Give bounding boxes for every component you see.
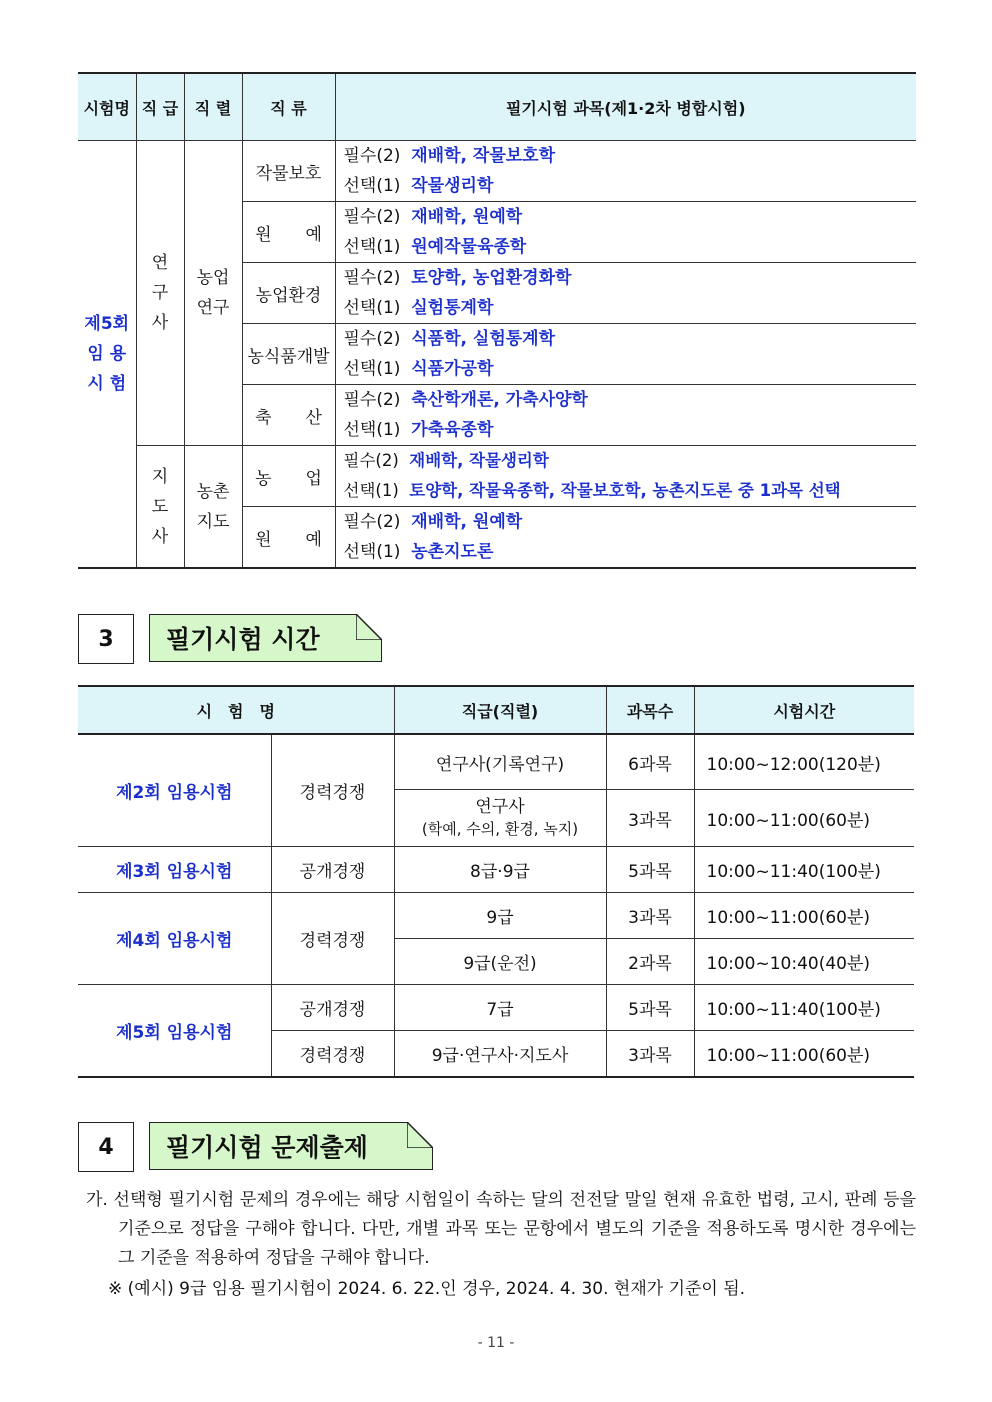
grade-cell: 9급: [394, 893, 606, 939]
col-header-subjects: 필기시험 과목(제1·2차 병합시험): [335, 73, 916, 141]
col-header-exam-name: 시 험 명: [78, 686, 394, 734]
written-subjects-table: [78, 72, 916, 569]
grade-cell: 7급: [394, 985, 606, 1031]
count-cell: 6과목: [606, 734, 694, 790]
subjects-cell: 필수(2) 재배학, 원예학 선택(1) 농촌지도론: [335, 507, 916, 569]
method-cell: 공개경쟁: [271, 847, 394, 893]
page-number: - 11 -: [477, 1335, 515, 1351]
type-cell: 작물보호: [242, 141, 335, 202]
count-cell: 2과목: [606, 939, 694, 985]
example-note: ※ (예시) 9급 임용 필기시험이 2024. 6. 22.인 경우, 2024. 4. 30. 현재가 기준이 됨.: [108, 1279, 746, 1299]
grade-cell: 연구사(기록연구): [394, 734, 606, 790]
series-research-cell: 농업 연구: [184, 141, 242, 446]
count-cell: 3과목: [606, 790, 694, 847]
subjects-cell: 필수(2) 재배학, 원예학 선택(1) 원예작물육종학: [335, 202, 916, 263]
grade-cell: 연구사 (학예, 수의, 환경, 녹지): [394, 790, 606, 847]
count-cell: 5과목: [606, 847, 694, 893]
method-cell: 경력경쟁: [271, 734, 394, 847]
time-cell: 10:00~11:40(100분): [694, 847, 914, 893]
exam-name-cell: 제5회 임 용 시 험: [84, 314, 130, 394]
subjects-cell: 필수(2) 토양학, 농업환경화학 선택(1) 실험통계학: [335, 263, 916, 324]
page-fold-icon: [407, 1122, 433, 1148]
col-header-grade: 직 급: [136, 73, 184, 141]
section-title: 필기시험 문제출제: [149, 1122, 433, 1170]
type-cell: 농 업: [242, 446, 335, 507]
section-title: 필기시험 시간: [149, 614, 382, 662]
col-header-exam: 시험명: [78, 73, 136, 141]
grade-guide-cell: 지 도 사: [136, 446, 184, 569]
count-cell: 5과목: [606, 985, 694, 1031]
time-cell: 10:00~10:40(40분): [694, 939, 914, 985]
type-cell: 축 산: [242, 385, 335, 446]
col-header-count: 과목수: [606, 686, 694, 734]
time-cell: 10:00~12:00(120분): [694, 734, 914, 790]
section-body: [86, 1186, 916, 1304]
exam-name-cell: 제4회 임용시험: [78, 893, 271, 985]
grade-cell: 8급·9급: [394, 847, 606, 893]
time-cell: 10:00~11:00(60분): [694, 893, 914, 939]
col-header-grade: 직급(직렬): [394, 686, 606, 734]
grade-research-cell: 연 구 사: [136, 141, 184, 446]
exam-time-table: [78, 685, 914, 1078]
method-cell: 경력경쟁: [271, 893, 394, 985]
method-cell: 경력경쟁: [271, 1031, 394, 1078]
method-cell: 공개경쟁: [271, 985, 394, 1031]
grade-cell: 9급·연구사·지도사: [394, 1031, 606, 1078]
exam-name-cell: 제5회 임용시험: [78, 985, 271, 1078]
time-cell: 10:00~11:40(100분): [694, 985, 914, 1031]
subjects-cell: 필수(2) 재배학, 작물생리학 선택(1) 토양학, 작물육종학, 작물보호학, 농촌지도론 중 1과목 선택: [335, 446, 916, 507]
instruction-paragraph: 가. 선택형 필기시험 문제의 경우에는 해당 시험일이 속하는 달의 전전달 말일 현재 유효한 법령, 고시, 판례 등을 기준으로 정답을 구해야 합니다. 다만, 개별 과목 또는 문항에서 별도의 기준을 적용하도록 명시한 경우에는 그 기준을 적용하여 정답을 구해야 합니다.: [86, 1190, 916, 1268]
exam-name-cell: 제2회 임용시험: [78, 734, 271, 847]
count-cell: 3과목: [606, 893, 694, 939]
exam-name-cell: 제3회 임용시험: [78, 847, 271, 893]
page-fold-icon: [356, 614, 382, 640]
col-header-series: 직 렬: [184, 73, 242, 141]
type-cell: 원 예: [242, 507, 335, 569]
series-guide-cell: 농촌 지도: [184, 446, 242, 569]
subjects-cell: 필수(2) 축산학개론, 가축사양학 선택(1) 가축육종학: [335, 385, 916, 446]
section-number: 4: [78, 1122, 134, 1172]
time-cell: 10:00~11:00(60분): [694, 1031, 914, 1078]
section-number: 3: [78, 614, 134, 664]
type-cell: 농업환경: [242, 263, 335, 324]
subjects-cell: 필수(2) 식품학, 실험통계학 선택(1) 식품가공학: [335, 324, 916, 385]
col-header-type: 직 류: [242, 73, 335, 141]
type-cell: 원 예: [242, 202, 335, 263]
subjects-cell: 필수(2) 재배학, 작물보호학 선택(1) 작물생리학: [335, 141, 916, 202]
grade-cell: 9급(운전): [394, 939, 606, 985]
time-cell: 10:00~11:00(60분): [694, 790, 914, 847]
count-cell: 3과목: [606, 1031, 694, 1078]
col-header-time: 시험시간: [694, 686, 914, 734]
type-cell: 농식품개발: [242, 324, 335, 385]
